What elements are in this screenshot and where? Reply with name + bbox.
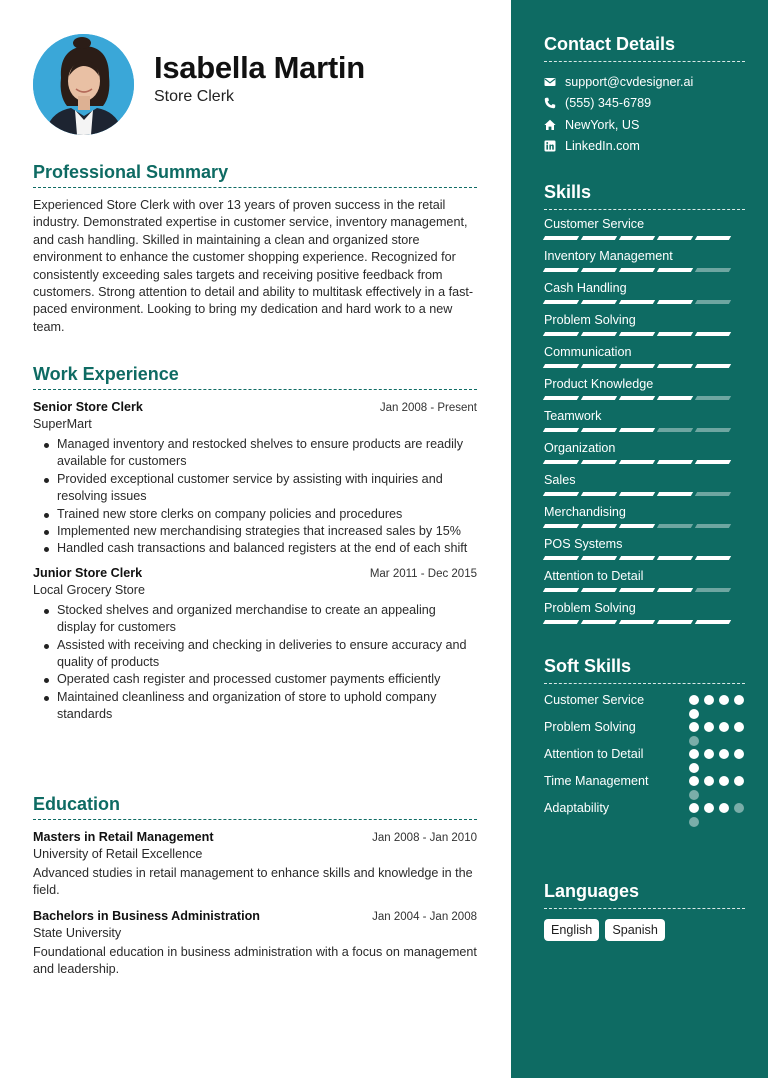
school-name: State University xyxy=(33,925,122,940)
soft-skill-rating xyxy=(689,692,745,719)
skills-section xyxy=(544,182,745,626)
skill-level-segment xyxy=(695,524,731,528)
degree-title: Bachelors in Business Administration xyxy=(33,908,260,923)
skill-level-segment xyxy=(581,332,617,336)
rating-dot xyxy=(689,749,699,759)
skill-level-segment xyxy=(619,396,655,400)
job-entry xyxy=(33,400,477,558)
skill-level-segment xyxy=(657,396,693,400)
soft-skill-name: Attention to Detail xyxy=(544,747,644,761)
rating-dot xyxy=(689,709,699,719)
rating-dot xyxy=(689,722,699,732)
skill-name: Customer Service xyxy=(544,217,645,231)
job-title: Senior Store Clerk xyxy=(33,400,143,414)
rating-dot xyxy=(689,817,699,827)
skill-name: Inventory Management xyxy=(544,249,673,263)
skill-level-segment xyxy=(657,364,693,368)
profile-photo-image xyxy=(33,34,134,135)
rating-dot xyxy=(689,790,699,800)
job-date: Jan 2008 - Present xyxy=(379,402,477,414)
rating-dot xyxy=(689,736,699,746)
skill-level-segment xyxy=(657,236,693,240)
skill-item xyxy=(544,306,745,338)
skill-level-segment xyxy=(695,428,731,432)
skill-level-segment xyxy=(657,428,693,432)
profile-photo xyxy=(33,34,134,135)
skill-level-bar xyxy=(544,396,745,400)
skill-level-segment xyxy=(543,428,579,432)
soft-skill-item xyxy=(544,800,745,827)
envelope-icon xyxy=(544,76,556,88)
rating-dot xyxy=(719,776,729,786)
skill-level-segment xyxy=(581,460,617,464)
skill-level-segment xyxy=(619,332,655,336)
education-heading: Education xyxy=(33,794,477,820)
skill-level-segment xyxy=(695,492,731,496)
skill-item xyxy=(544,594,745,626)
skill-level-segment xyxy=(543,300,579,304)
contact-phone-text: (555) 345-6789 xyxy=(565,96,652,111)
job-bullet: Managed inventory and restocked shelves to ensure products are readily available for customers xyxy=(33,436,477,471)
rating-dot xyxy=(719,803,729,813)
candidate-title: Store Clerk xyxy=(154,88,235,105)
contact-linkedin-text: LinkedIn.com xyxy=(565,139,640,154)
soft-skill-item xyxy=(544,692,745,719)
skill-level-segment xyxy=(543,556,579,560)
education-entry xyxy=(33,830,477,900)
soft-skill-item xyxy=(544,773,745,800)
rating-dot xyxy=(704,722,714,732)
skill-name: POS Systems xyxy=(544,537,623,551)
skill-item xyxy=(544,402,745,434)
soft-skill-rating xyxy=(689,719,745,746)
job-bullet: Operated cash register and processed customer payments efficiently xyxy=(33,671,477,688)
soft-skill-item xyxy=(544,719,745,746)
degree-date: Jan 2004 - Jan 2008 xyxy=(372,910,477,923)
skill-item xyxy=(544,498,745,530)
soft-skills-section xyxy=(544,656,745,827)
job-company: Local Grocery Store xyxy=(33,582,145,597)
job-company: SuperMart xyxy=(33,417,92,431)
skill-level-segment xyxy=(695,300,731,304)
skill-level-segment xyxy=(619,556,655,560)
rating-dot xyxy=(704,803,714,813)
skill-level-segment xyxy=(543,588,579,592)
skill-level-segment xyxy=(695,364,731,368)
skill-level-bar xyxy=(544,492,745,496)
soft-skill-name: Problem Solving xyxy=(544,720,636,734)
contact-email[interactable] xyxy=(544,71,745,93)
education-description: Foundational education in business administration with a focus on management and leadership. xyxy=(33,944,477,977)
job-bullet: Stocked shelves and organized merchandise to create an appealing display for customers xyxy=(33,602,477,637)
job-bullet: Handled cash transactions and balanced registers at the end of each shift xyxy=(33,540,477,557)
skill-level-segment xyxy=(695,332,731,336)
skill-level-segment xyxy=(581,268,617,272)
skill-level-segment xyxy=(657,556,693,560)
language-tag: English xyxy=(544,919,599,941)
degree-date: Jan 2008 - Jan 2010 xyxy=(372,832,477,844)
skill-level-segment xyxy=(695,556,731,560)
soft-skill-item xyxy=(544,746,745,773)
skill-level-segment xyxy=(543,524,579,528)
job-title: Junior Store Clerk xyxy=(33,565,143,580)
skill-name: Merchandising xyxy=(544,505,626,519)
skill-level-segment xyxy=(619,620,655,624)
skill-level-segment xyxy=(543,396,579,400)
skill-level-bar xyxy=(544,300,745,304)
work-heading: Work Experience xyxy=(33,364,477,390)
soft-skill-rating xyxy=(689,746,745,773)
soft-skills-heading: Soft Skills xyxy=(544,656,745,684)
skill-name: Communication xyxy=(544,345,632,359)
rating-dot xyxy=(734,695,744,705)
skill-level-bar xyxy=(544,620,745,624)
skill-level-segment xyxy=(619,364,655,368)
skill-name: Problem Solving xyxy=(544,313,636,327)
school-name: University of Retail Excellence xyxy=(33,847,203,861)
skill-item xyxy=(544,466,745,498)
skill-level-segment xyxy=(695,396,731,400)
education-section xyxy=(33,794,477,979)
skill-level-segment xyxy=(695,620,731,624)
skill-level-segment xyxy=(581,300,617,304)
job-bullet: Implemented new merchandising strategies that increased sales by 15% xyxy=(33,523,477,540)
skill-name: Problem Solving xyxy=(544,601,636,615)
skill-level-bar xyxy=(544,268,745,272)
contact-phone[interactable] xyxy=(544,93,745,115)
rating-dot xyxy=(719,722,729,732)
soft-skill-name: Adaptability xyxy=(544,801,610,815)
skill-item xyxy=(544,562,745,594)
language-tag: Spanish xyxy=(605,919,665,941)
rating-dot xyxy=(734,776,744,786)
skill-level-segment xyxy=(581,556,617,560)
skill-item xyxy=(544,370,745,402)
skill-level-segment xyxy=(619,492,655,496)
linkedin-icon xyxy=(544,140,556,152)
contact-heading: Contact Details xyxy=(544,34,745,62)
skill-level-segment xyxy=(619,524,655,528)
soft-skill-rating xyxy=(689,773,745,800)
summary-text: Experienced Store Clerk with over 13 years of proven success in the retail industry. Demonstrated expertise in customer service, inventory management, and cash handling. Skilled in maintaining a clean and organized store environment to enhance the customer shopping experience. Recognized for consistently exceeding sales targets and receiving positive feedback from customers. Strong attention to detail and ability to multitask effectively in a fast-paced environment. Looking to bring my dedication and hard work to a new team. xyxy=(33,198,474,334)
skill-level-segment xyxy=(657,588,693,592)
skill-name: Attention to Detail xyxy=(544,569,644,583)
skill-level-segment xyxy=(657,300,693,304)
rating-dot xyxy=(734,749,744,759)
skill-level-bar xyxy=(544,364,745,368)
skill-level-bar xyxy=(544,428,745,432)
skill-item xyxy=(544,434,745,466)
phone-icon xyxy=(544,97,556,109)
contact-email-text: support@cvdesigner.ai xyxy=(565,74,694,89)
skill-name: Teamwork xyxy=(544,409,602,423)
candidate-name: Isabella Martin xyxy=(154,50,365,85)
soft-skill-name: Time Management xyxy=(544,774,649,788)
skill-name: Product Knowledge xyxy=(544,377,654,391)
skill-level-segment xyxy=(657,268,693,272)
skill-level-bar xyxy=(544,588,745,592)
skill-level-segment xyxy=(657,460,693,464)
education-description: Advanced studies in retail management to enhance skills and knowledge in the field. xyxy=(33,866,473,898)
skill-level-segment xyxy=(581,396,617,400)
skill-name: Cash Handling xyxy=(544,281,627,295)
job-bullet: Provided exceptional customer service by assisting with inquiries and resolving issues xyxy=(33,471,477,506)
rating-dot xyxy=(704,749,714,759)
skill-level-segment xyxy=(695,236,731,240)
skill-level-segment xyxy=(581,428,617,432)
rating-dot xyxy=(719,695,729,705)
skill-item xyxy=(544,210,745,242)
skill-item xyxy=(544,274,745,306)
contact-section xyxy=(544,34,745,157)
skill-level-segment xyxy=(543,236,579,240)
rating-dot xyxy=(689,776,699,786)
skill-level-segment xyxy=(619,588,655,592)
contact-location-text: NewYork, US xyxy=(565,117,640,132)
skill-level-segment xyxy=(619,268,655,272)
job-bullet: Assisted with receiving and checking in deliveries to ensure accuracy and quality of products xyxy=(33,637,477,672)
skill-item xyxy=(544,242,745,274)
skill-level-segment xyxy=(543,492,579,496)
work-experience-section xyxy=(33,364,477,724)
skill-level-segment xyxy=(543,332,579,336)
job-date: Mar 2011 - Dec 2015 xyxy=(369,567,477,580)
job-bullet: Maintained cleanliness and organization of store to uphold company standards xyxy=(33,689,477,724)
summary-section xyxy=(33,162,477,336)
skill-level-bar xyxy=(544,460,745,464)
languages-heading: Languages xyxy=(544,881,745,909)
skill-level-segment xyxy=(695,588,731,592)
skill-level-bar xyxy=(544,236,745,240)
summary-heading: Professional Summary xyxy=(33,162,477,188)
skill-level-segment xyxy=(695,268,731,272)
skill-level-segment xyxy=(581,236,617,240)
skill-level-segment xyxy=(619,236,655,240)
skill-level-segment xyxy=(695,460,731,464)
rating-dot xyxy=(689,803,699,813)
skill-level-segment xyxy=(619,300,655,304)
rating-dot xyxy=(689,695,699,705)
contact-linkedin[interactable] xyxy=(544,136,745,158)
rating-dot xyxy=(734,722,744,732)
skill-name: Organization xyxy=(544,441,616,455)
skill-level-segment xyxy=(581,588,617,592)
skill-level-bar xyxy=(544,332,745,336)
skill-level-segment xyxy=(657,620,693,624)
rating-dot xyxy=(719,749,729,759)
rating-dot xyxy=(704,695,714,705)
rating-dot xyxy=(734,803,744,813)
skill-level-segment xyxy=(657,524,693,528)
skill-level-segment xyxy=(543,620,579,624)
job-bullet: Trained new store clerks on company policies and procedures xyxy=(33,506,477,523)
sidebar xyxy=(511,0,768,1078)
job-bullets xyxy=(33,602,477,724)
skill-level-segment xyxy=(619,428,655,432)
skill-level-segment xyxy=(581,524,617,528)
home-icon xyxy=(544,119,556,131)
skill-level-segment xyxy=(657,332,693,336)
skill-level-segment xyxy=(657,492,693,496)
skill-level-segment xyxy=(619,460,655,464)
education-entry xyxy=(33,909,477,979)
skill-level-segment xyxy=(581,620,617,624)
rating-dot xyxy=(704,776,714,786)
skill-level-segment xyxy=(543,364,579,368)
contact-location xyxy=(544,114,745,136)
soft-skill-name: Customer Service xyxy=(544,693,645,707)
rating-dot xyxy=(689,763,699,773)
job-entry xyxy=(33,566,477,724)
skill-name: Sales xyxy=(544,473,576,487)
skill-level-bar xyxy=(544,524,745,528)
skill-item xyxy=(544,530,745,562)
languages-section xyxy=(544,881,745,941)
skill-level-segment xyxy=(543,268,579,272)
skill-level-bar xyxy=(544,556,745,560)
skill-level-segment xyxy=(581,492,617,496)
skill-item xyxy=(544,338,745,370)
job-bullets xyxy=(33,436,477,558)
degree-title: Masters in Retail Management xyxy=(33,830,214,844)
skill-level-segment xyxy=(543,460,579,464)
skill-level-segment xyxy=(581,364,617,368)
soft-skill-rating xyxy=(689,800,745,827)
skills-heading: Skills xyxy=(544,182,745,210)
